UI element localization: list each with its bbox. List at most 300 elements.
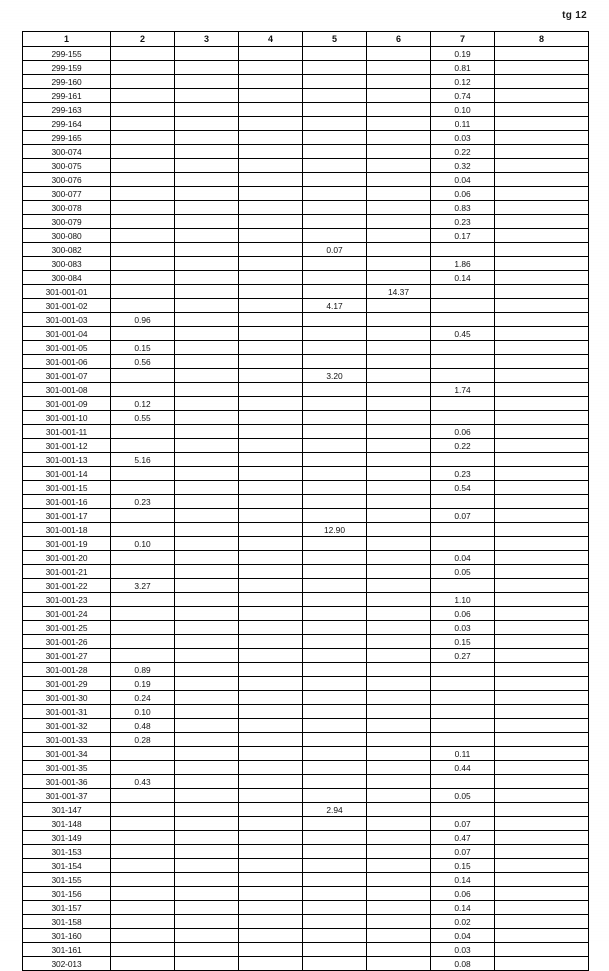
row-value-cell bbox=[175, 761, 239, 775]
row-value-cell bbox=[367, 873, 431, 887]
row-code-cell: 299-164 bbox=[23, 117, 111, 131]
row-code-cell: 301-001-06 bbox=[23, 355, 111, 369]
row-value-cell: 0.12 bbox=[431, 75, 495, 89]
row-value-cell: 0.08 bbox=[431, 957, 495, 971]
row-value-cell bbox=[495, 747, 589, 761]
table-row bbox=[23, 411, 589, 425]
row-value-cell bbox=[111, 635, 175, 649]
row-value-cell bbox=[175, 495, 239, 509]
row-code-cell: 301-001-11 bbox=[23, 425, 111, 439]
row-value-cell bbox=[495, 411, 589, 425]
table-row bbox=[23, 915, 589, 929]
row-value-cell bbox=[495, 383, 589, 397]
row-value-cell bbox=[175, 411, 239, 425]
row-code-cell: 300-082 bbox=[23, 243, 111, 257]
table-row bbox=[23, 117, 589, 131]
table-row bbox=[23, 873, 589, 887]
row-code-cell: 302-013 bbox=[23, 957, 111, 971]
row-code-cell: 301-148 bbox=[23, 817, 111, 831]
table-row bbox=[23, 887, 589, 901]
row-value-cell bbox=[495, 845, 589, 859]
row-value-cell bbox=[303, 607, 367, 621]
row-value-cell bbox=[175, 299, 239, 313]
row-value-cell bbox=[303, 761, 367, 775]
row-value-cell bbox=[111, 229, 175, 243]
row-value-cell bbox=[367, 607, 431, 621]
table-row bbox=[23, 943, 589, 957]
row-value-cell bbox=[303, 845, 367, 859]
row-value-cell: 0.04 bbox=[431, 929, 495, 943]
row-value-cell bbox=[495, 159, 589, 173]
row-value-cell bbox=[367, 887, 431, 901]
table-row bbox=[23, 285, 589, 299]
row-value-cell bbox=[303, 229, 367, 243]
table-row bbox=[23, 439, 589, 453]
row-value-cell bbox=[175, 61, 239, 75]
row-value-cell bbox=[175, 187, 239, 201]
row-value-cell bbox=[303, 89, 367, 103]
table-row bbox=[23, 537, 589, 551]
row-value-cell bbox=[367, 621, 431, 635]
row-value-cell bbox=[367, 47, 431, 61]
row-value-cell bbox=[367, 201, 431, 215]
table-row bbox=[23, 467, 589, 481]
row-code-cell: 301-001-22 bbox=[23, 579, 111, 593]
row-code-cell: 299-161 bbox=[23, 89, 111, 103]
row-value-cell bbox=[239, 215, 303, 229]
row-value-cell bbox=[367, 481, 431, 495]
row-value-cell bbox=[367, 453, 431, 467]
row-value-cell bbox=[239, 201, 303, 215]
row-value-cell bbox=[175, 509, 239, 523]
row-value-cell bbox=[495, 551, 589, 565]
row-value-cell: 0.14 bbox=[431, 901, 495, 915]
row-code-cell: 301-001-26 bbox=[23, 635, 111, 649]
row-value-cell bbox=[111, 565, 175, 579]
row-value-cell bbox=[175, 719, 239, 733]
row-value-cell: 0.15 bbox=[111, 341, 175, 355]
row-value-cell bbox=[303, 355, 367, 369]
row-value-cell bbox=[175, 173, 239, 187]
row-value-cell bbox=[495, 215, 589, 229]
row-value-cell bbox=[303, 495, 367, 509]
row-code-cell: 301-001-35 bbox=[23, 761, 111, 775]
row-value-cell bbox=[303, 341, 367, 355]
row-value-cell bbox=[175, 159, 239, 173]
row-value-cell bbox=[303, 551, 367, 565]
row-code-cell: 301-158 bbox=[23, 915, 111, 929]
row-value-cell bbox=[495, 733, 589, 747]
row-value-cell: 2.94 bbox=[303, 803, 367, 817]
row-value-cell bbox=[431, 397, 495, 411]
row-value-cell bbox=[111, 187, 175, 201]
row-value-cell bbox=[303, 397, 367, 411]
table-row bbox=[23, 369, 589, 383]
table-row bbox=[23, 229, 589, 243]
row-value-cell bbox=[175, 789, 239, 803]
row-value-cell bbox=[495, 117, 589, 131]
row-code-cell: 301-001-21 bbox=[23, 565, 111, 579]
row-value-cell bbox=[495, 467, 589, 481]
row-value-cell bbox=[367, 733, 431, 747]
row-code-cell: 301-001-37 bbox=[23, 789, 111, 803]
row-code-cell: 301-001-20 bbox=[23, 551, 111, 565]
row-value-cell bbox=[175, 579, 239, 593]
row-value-cell bbox=[495, 243, 589, 257]
table-row bbox=[23, 733, 589, 747]
row-code-cell: 301-001-25 bbox=[23, 621, 111, 635]
row-value-cell bbox=[303, 649, 367, 663]
row-value-cell: 0.06 bbox=[431, 425, 495, 439]
row-value-cell bbox=[367, 761, 431, 775]
table-row bbox=[23, 453, 589, 467]
row-value-cell bbox=[303, 103, 367, 117]
column-header-6: 6 bbox=[367, 32, 431, 47]
table-row bbox=[23, 775, 589, 789]
row-value-cell bbox=[495, 425, 589, 439]
row-value-cell bbox=[495, 257, 589, 271]
row-value-cell bbox=[367, 117, 431, 131]
row-value-cell bbox=[111, 173, 175, 187]
row-code-cell: 301-001-33 bbox=[23, 733, 111, 747]
row-value-cell bbox=[303, 145, 367, 159]
row-value-cell bbox=[495, 621, 589, 635]
row-code-cell: 301-147 bbox=[23, 803, 111, 817]
row-value-cell bbox=[367, 411, 431, 425]
row-value-cell bbox=[175, 551, 239, 565]
row-value-cell bbox=[175, 677, 239, 691]
row-value-cell bbox=[175, 607, 239, 621]
row-value-cell bbox=[239, 257, 303, 271]
row-value-cell bbox=[303, 509, 367, 523]
row-value-cell bbox=[303, 453, 367, 467]
row-value-cell bbox=[367, 131, 431, 145]
row-value-cell bbox=[367, 691, 431, 705]
row-value-cell bbox=[303, 817, 367, 831]
row-value-cell bbox=[303, 565, 367, 579]
row-code-cell: 299-163 bbox=[23, 103, 111, 117]
row-value-cell bbox=[111, 649, 175, 663]
row-value-cell bbox=[303, 439, 367, 453]
row-value-cell bbox=[175, 635, 239, 649]
row-value-cell: 0.17 bbox=[431, 229, 495, 243]
table-row bbox=[23, 299, 589, 313]
row-value-cell bbox=[239, 187, 303, 201]
row-value-cell bbox=[175, 89, 239, 103]
table-row bbox=[23, 929, 589, 943]
table-row bbox=[23, 593, 589, 607]
row-value-cell bbox=[367, 229, 431, 243]
row-value-cell bbox=[367, 579, 431, 593]
row-value-cell bbox=[239, 47, 303, 61]
table-row bbox=[23, 579, 589, 593]
row-value-cell bbox=[431, 355, 495, 369]
row-value-cell bbox=[111, 299, 175, 313]
row-value-cell bbox=[367, 257, 431, 271]
row-value-cell bbox=[367, 523, 431, 537]
row-value-cell: 0.11 bbox=[431, 747, 495, 761]
row-value-cell bbox=[175, 565, 239, 579]
row-value-cell bbox=[495, 75, 589, 89]
row-value-cell bbox=[175, 285, 239, 299]
table-row bbox=[23, 789, 589, 803]
row-value-cell bbox=[303, 719, 367, 733]
table-row bbox=[23, 649, 589, 663]
row-value-cell bbox=[111, 425, 175, 439]
row-value-cell bbox=[495, 873, 589, 887]
row-value-cell bbox=[495, 677, 589, 691]
row-value-cell bbox=[495, 579, 589, 593]
row-value-cell bbox=[111, 509, 175, 523]
row-value-cell bbox=[175, 439, 239, 453]
row-value-cell bbox=[175, 369, 239, 383]
row-code-cell: 301-001-01 bbox=[23, 285, 111, 299]
row-value-cell bbox=[239, 845, 303, 859]
row-value-cell bbox=[495, 537, 589, 551]
table-row bbox=[23, 425, 589, 439]
table-row bbox=[23, 803, 589, 817]
row-value-cell bbox=[111, 957, 175, 971]
row-value-cell bbox=[303, 467, 367, 481]
row-value-cell bbox=[367, 75, 431, 89]
row-value-cell bbox=[367, 327, 431, 341]
row-value-cell bbox=[303, 61, 367, 75]
row-value-cell bbox=[431, 663, 495, 677]
row-value-cell bbox=[367, 677, 431, 691]
row-code-cell: 301-001-14 bbox=[23, 467, 111, 481]
row-value-cell bbox=[239, 943, 303, 957]
row-code-cell: 300-076 bbox=[23, 173, 111, 187]
row-value-cell bbox=[175, 663, 239, 677]
row-value-cell bbox=[303, 187, 367, 201]
row-value-cell bbox=[175, 481, 239, 495]
row-value-cell bbox=[303, 47, 367, 61]
row-value-cell bbox=[367, 439, 431, 453]
column-header-7: 7 bbox=[431, 32, 495, 47]
row-value-cell bbox=[175, 103, 239, 117]
row-value-cell bbox=[367, 159, 431, 173]
row-value-cell bbox=[495, 103, 589, 117]
row-value-cell: 0.06 bbox=[431, 187, 495, 201]
row-code-cell: 301-001-18 bbox=[23, 523, 111, 537]
row-value-cell bbox=[495, 635, 589, 649]
row-value-cell bbox=[111, 929, 175, 943]
row-value-cell: 0.47 bbox=[431, 831, 495, 845]
row-value-cell bbox=[111, 257, 175, 271]
row-value-cell bbox=[495, 943, 589, 957]
row-value-cell: 0.23 bbox=[431, 467, 495, 481]
row-value-cell bbox=[111, 887, 175, 901]
row-code-cell: 301-001-12 bbox=[23, 439, 111, 453]
row-value-cell bbox=[367, 775, 431, 789]
row-value-cell bbox=[367, 425, 431, 439]
row-value-cell bbox=[303, 75, 367, 89]
row-value-cell bbox=[303, 775, 367, 789]
row-code-cell: 301-001-03 bbox=[23, 313, 111, 327]
row-value-cell: 0.22 bbox=[431, 439, 495, 453]
table-row bbox=[23, 859, 589, 873]
row-value-cell bbox=[303, 691, 367, 705]
row-value-cell bbox=[431, 719, 495, 733]
row-value-cell bbox=[431, 705, 495, 719]
row-value-cell bbox=[239, 537, 303, 551]
row-value-cell bbox=[175, 313, 239, 327]
row-value-cell bbox=[495, 341, 589, 355]
row-value-cell bbox=[431, 313, 495, 327]
row-value-cell: 0.03 bbox=[431, 621, 495, 635]
row-value-cell: 0.03 bbox=[431, 131, 495, 145]
row-value-cell bbox=[303, 327, 367, 341]
row-value-cell bbox=[111, 61, 175, 75]
table-row bbox=[23, 257, 589, 271]
row-value-cell bbox=[239, 439, 303, 453]
table-row bbox=[23, 313, 589, 327]
row-value-cell bbox=[495, 495, 589, 509]
row-value-cell bbox=[367, 663, 431, 677]
row-value-cell bbox=[111, 439, 175, 453]
row-value-cell bbox=[111, 481, 175, 495]
row-value-cell bbox=[175, 201, 239, 215]
row-value-cell bbox=[495, 201, 589, 215]
row-value-cell bbox=[239, 817, 303, 831]
row-value-cell bbox=[303, 831, 367, 845]
row-value-cell bbox=[175, 145, 239, 159]
row-code-cell: 301-001-30 bbox=[23, 691, 111, 705]
table-row bbox=[23, 607, 589, 621]
row-value-cell bbox=[367, 313, 431, 327]
table-row bbox=[23, 495, 589, 509]
row-value-cell: 0.07 bbox=[431, 817, 495, 831]
row-value-cell bbox=[495, 285, 589, 299]
row-code-cell: 300-075 bbox=[23, 159, 111, 173]
row-value-cell bbox=[495, 929, 589, 943]
row-value-cell bbox=[495, 271, 589, 285]
row-value-cell bbox=[175, 47, 239, 61]
table-row bbox=[23, 341, 589, 355]
row-value-cell bbox=[175, 803, 239, 817]
row-value-cell bbox=[239, 145, 303, 159]
row-value-cell bbox=[111, 873, 175, 887]
row-code-cell: 301-001-29 bbox=[23, 677, 111, 691]
row-value-cell bbox=[367, 929, 431, 943]
row-value-cell bbox=[495, 831, 589, 845]
row-value-cell bbox=[367, 215, 431, 229]
row-value-cell bbox=[495, 803, 589, 817]
row-value-cell bbox=[431, 677, 495, 691]
row-value-cell bbox=[239, 873, 303, 887]
row-code-cell: 299-155 bbox=[23, 47, 111, 61]
row-value-cell bbox=[303, 131, 367, 145]
row-value-cell bbox=[303, 117, 367, 131]
row-value-cell bbox=[367, 271, 431, 285]
row-value-cell bbox=[303, 733, 367, 747]
row-value-cell bbox=[111, 285, 175, 299]
row-value-cell bbox=[367, 173, 431, 187]
row-value-cell bbox=[431, 579, 495, 593]
table-row bbox=[23, 621, 589, 635]
row-value-cell: 5.16 bbox=[111, 453, 175, 467]
row-value-cell bbox=[111, 75, 175, 89]
row-value-cell bbox=[239, 397, 303, 411]
row-value-cell bbox=[367, 187, 431, 201]
table-row bbox=[23, 89, 589, 103]
row-value-cell bbox=[175, 425, 239, 439]
table-row bbox=[23, 901, 589, 915]
row-value-cell bbox=[239, 831, 303, 845]
table-row bbox=[23, 747, 589, 761]
row-value-cell bbox=[239, 229, 303, 243]
row-value-cell bbox=[239, 453, 303, 467]
row-value-cell bbox=[175, 957, 239, 971]
row-value-cell bbox=[495, 789, 589, 803]
row-value-cell bbox=[367, 719, 431, 733]
row-code-cell: 301-001-27 bbox=[23, 649, 111, 663]
row-value-cell bbox=[175, 229, 239, 243]
row-code-cell: 299-160 bbox=[23, 75, 111, 89]
data-table bbox=[22, 31, 589, 971]
row-value-cell bbox=[175, 271, 239, 285]
row-value-cell: 0.44 bbox=[431, 761, 495, 775]
row-code-cell: 301-001-05 bbox=[23, 341, 111, 355]
row-value-cell bbox=[239, 341, 303, 355]
row-value-cell bbox=[239, 929, 303, 943]
row-value-cell bbox=[111, 621, 175, 635]
row-value-cell bbox=[367, 845, 431, 859]
row-value-cell bbox=[175, 383, 239, 397]
row-value-cell bbox=[175, 467, 239, 481]
table-row bbox=[23, 817, 589, 831]
row-code-cell: 301-149 bbox=[23, 831, 111, 845]
row-value-cell bbox=[175, 593, 239, 607]
table-row bbox=[23, 677, 589, 691]
table-row bbox=[23, 719, 589, 733]
row-value-cell bbox=[495, 453, 589, 467]
row-value-cell bbox=[239, 89, 303, 103]
row-value-cell: 0.55 bbox=[111, 411, 175, 425]
row-value-cell: 14.37 bbox=[367, 285, 431, 299]
row-value-cell bbox=[239, 663, 303, 677]
row-value-cell: 0.28 bbox=[111, 733, 175, 747]
row-code-cell: 301-001-13 bbox=[23, 453, 111, 467]
row-value-cell bbox=[239, 803, 303, 817]
row-code-cell: 300-074 bbox=[23, 145, 111, 159]
row-value-cell bbox=[495, 313, 589, 327]
row-value-cell bbox=[431, 411, 495, 425]
row-value-cell bbox=[175, 845, 239, 859]
row-value-cell bbox=[431, 523, 495, 537]
row-value-cell bbox=[111, 817, 175, 831]
row-value-cell bbox=[111, 845, 175, 859]
row-value-cell bbox=[431, 453, 495, 467]
table-row bbox=[23, 47, 589, 61]
table-row bbox=[23, 635, 589, 649]
data-table-container bbox=[22, 31, 588, 971]
row-value-cell bbox=[367, 803, 431, 817]
row-value-cell bbox=[303, 537, 367, 551]
row-value-cell bbox=[495, 369, 589, 383]
table-row bbox=[23, 691, 589, 705]
row-value-cell bbox=[367, 747, 431, 761]
row-value-cell bbox=[239, 467, 303, 481]
row-value-cell bbox=[495, 481, 589, 495]
row-value-cell: 0.23 bbox=[111, 495, 175, 509]
row-value-cell: 0.07 bbox=[431, 845, 495, 859]
row-value-cell bbox=[175, 355, 239, 369]
row-value-cell: 0.45 bbox=[431, 327, 495, 341]
row-value-cell bbox=[175, 453, 239, 467]
row-value-cell bbox=[495, 607, 589, 621]
row-value-cell bbox=[303, 915, 367, 929]
